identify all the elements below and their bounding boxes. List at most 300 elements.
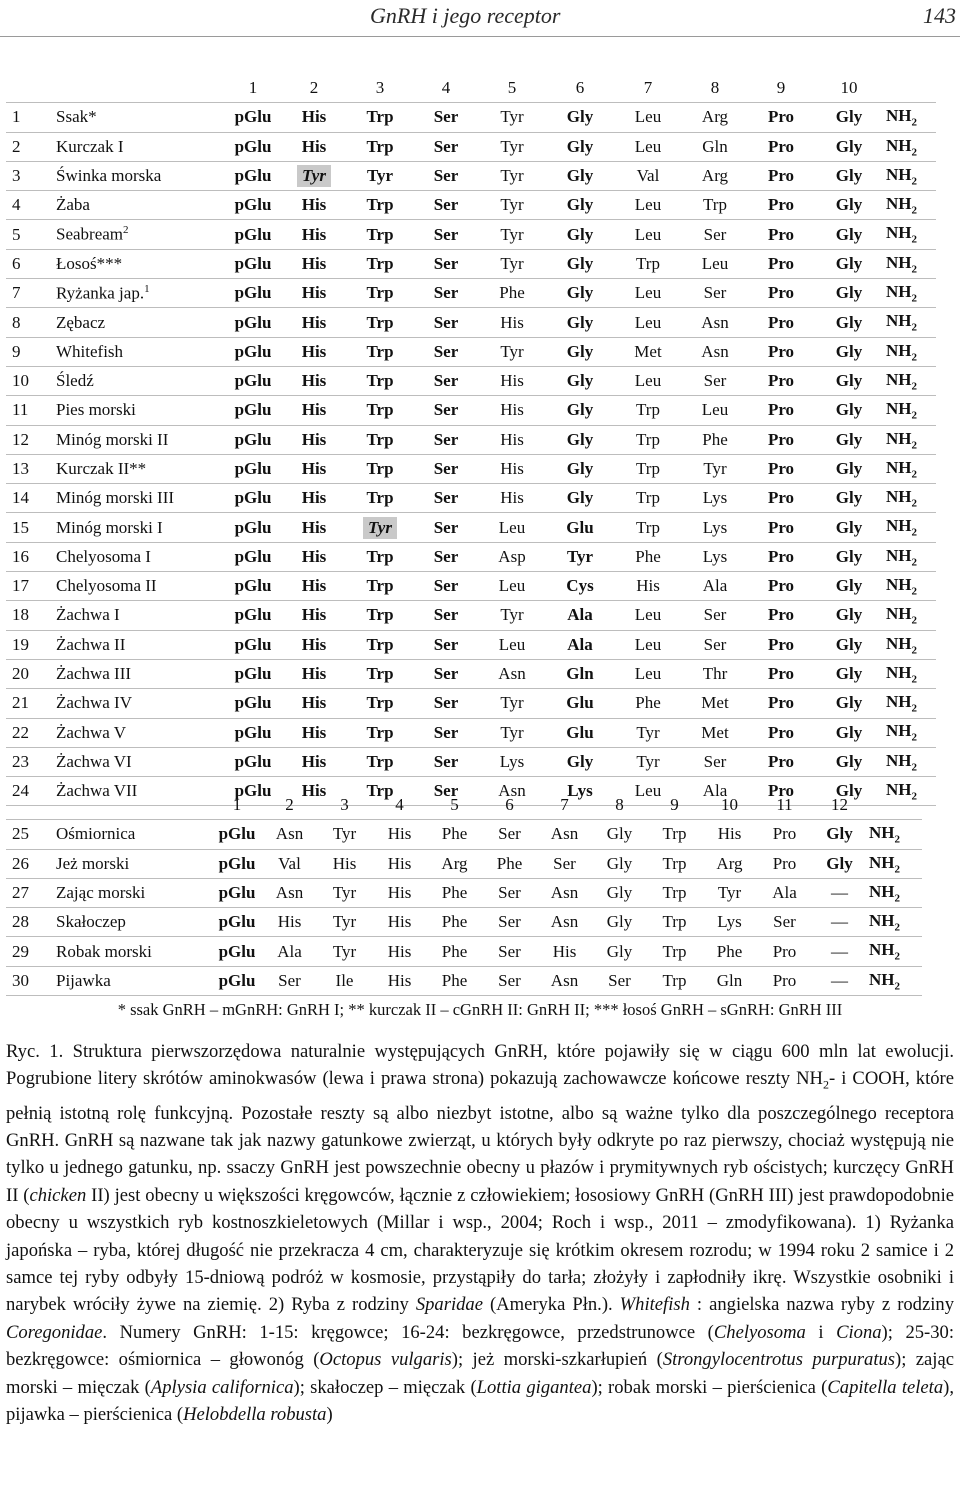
residue-cell [614,454,682,483]
residue-cell [414,366,478,395]
residue: Tyr [332,912,357,932]
residue: Trp [366,693,394,713]
residue-cell [282,513,346,542]
residue-cell [682,659,748,688]
residue: Ser [498,883,521,903]
residue-cell [647,908,702,937]
residue-cell [478,249,546,278]
species-name-text: Ryżanka jap. [56,283,145,303]
residue-cell [282,630,346,659]
residue-cell [812,966,867,995]
residue-cell [346,396,414,425]
residue-cell [414,279,478,308]
table-row [6,103,936,132]
amide-text: NH [886,399,912,419]
residue: Ser [703,605,727,625]
page-header [0,0,960,37]
residue: Ser [433,341,459,361]
residue: Gly [566,107,594,127]
residue-cell [682,484,748,513]
row-number: 16 [6,542,52,571]
residue-cell [224,366,282,395]
residue-cell [346,366,414,395]
residue: Tyr [500,107,524,127]
species-name-text: Żachwa VII [56,781,138,801]
residue-cell [414,542,478,571]
residue-cell [614,718,682,747]
residue-cell [282,279,346,308]
residue-cell [814,659,884,688]
residue-cell [282,659,346,688]
residue: Trp [636,429,660,449]
residue-cell [346,220,414,249]
residue: Ser [498,824,521,844]
residue: His [277,912,302,932]
residue: Gly [826,853,853,873]
residue-cell [427,966,482,995]
species-name [52,279,224,308]
residue: His [301,371,327,391]
residue-cell [224,718,282,747]
gnrh-table-vertebrates [6,74,936,806]
table-row [6,937,922,966]
column-number: 9 [670,795,679,815]
species-name [52,220,224,249]
residue-cell [614,220,682,249]
residue-cell [614,747,682,776]
residue: His [301,634,327,654]
residue: Gly [566,400,594,420]
residue: Trp [366,136,394,156]
amide-text: NH [886,164,912,184]
species-name [52,542,224,571]
residue: Phe [499,283,525,303]
c-terminal-amide [884,132,936,161]
residue: Gly [566,195,594,215]
residue-cell [682,103,748,132]
amide-text: NH [886,340,912,360]
residue-cell [537,908,592,937]
species-name-text: Jeż morski [56,853,130,873]
residue: Ala [567,634,593,654]
residue: Trp [366,341,394,361]
amide-text: NH [869,911,895,931]
residue-cell [748,366,814,395]
residue-cell [282,689,346,718]
residue: Gly [606,853,633,873]
residue: Gly [566,371,594,391]
residue: Gln [566,664,594,684]
residue-cell [757,820,812,849]
residue: pGlu [218,824,256,844]
residue: Tyr [500,195,524,215]
amide-text: NH [886,750,912,770]
residue: Ser [433,781,459,801]
residue-cell [478,454,546,483]
amide-subscript: 2 [911,351,917,364]
table-row [6,820,922,849]
residue-cell [614,279,682,308]
residue-cell [414,659,478,688]
residue-cell [414,689,478,718]
residue-cell [748,630,814,659]
residue: Ser [703,751,727,771]
residue: Trp [366,107,394,127]
residue-cell [748,249,814,278]
residue: Gly [566,283,594,303]
c-terminal-amide [884,425,936,454]
amide-text: NH [886,545,912,565]
residue-cell [748,220,814,249]
row-number: 18 [6,601,52,630]
residue: Phe [441,883,468,903]
table-row [6,718,936,747]
amide-text: NH [886,223,912,243]
residue: Gly [566,341,594,361]
residue-cell [346,572,414,601]
species-name-text: Żachwa I [56,605,120,625]
residue: Ser [433,751,459,771]
row-number: 23 [6,747,52,776]
residue: Gly [835,693,863,713]
residue-cell [682,191,748,220]
amide-subscript: 2 [911,790,917,803]
residue-cell [682,542,748,571]
table-row [6,161,936,190]
residue: pGlu [234,751,272,771]
amide-subscript: 2 [911,643,917,656]
c-terminal-amide [884,103,936,132]
residue-cell [757,908,812,937]
residue-cell [262,937,317,966]
residue-cell [682,366,748,395]
residue-cell [546,191,614,220]
residue-cell [482,908,537,937]
residue: Pro [767,722,795,742]
column-number: 9 [776,78,786,98]
column-number: 10 [721,795,738,815]
residue-cell [372,820,427,849]
residue-cell [478,396,546,425]
residue: Gly [835,664,863,684]
row-number: 25 [6,820,52,849]
residue: Gly [835,224,863,244]
residue-cell [346,454,414,483]
residue-cell [614,191,682,220]
residue-cell [814,601,884,630]
c-terminal-amide [867,878,922,907]
residue: Ser [553,853,576,873]
residue-cell [814,484,884,513]
residue: Leu [634,136,662,156]
residue: Tyr [500,605,524,625]
residue-cell [814,572,884,601]
residue-cell [546,337,614,366]
residue: Lys [567,781,593,801]
figure-caption: Ryc. 1. Struktura pierwszorzędowa naturalnie występujących GnRH, które pojawiły się w ciągu 600 mln lat ewolucji. Pogrubione litery skrótów aminokwasów (lewa i prawa strona) pokazują zachowawcze końcowe reszty $NH_2-$ i COOH, które pełnią istotną rolę funkcyjną. Pozostałe reszty są albo niezbyt istotne, albo są ważne tylko dla poszczególnego receptora GnRH. GnRH są nazwane tak jak nazwy gatunkowe zwierząt, u których były odkryte po raz pierwszy, chociaż występują nie tylko u jednego gatunku, np. ssaczy GnRH jest powszechnie obecny u płazów i prymitywnych ryb ościstych; kurczęcy GnRH II (chicken II) jest obecny u większości kręgowców, łącznie z człowiekiem; łososiowy GnRH (GnRH III) jest prawdopodobnie obecny u wszystkich ryb kostnoszkieletowych (Millar i wsp., 2004; Roch i wsp., 2011 – zmodyfikowana). 1) Ryżanka japońska – ryba, której długość nie przekracza 4 cm, charakteryzuje się krótkim okresem rozrodu; w 1994 roku 2 samice i 2 samce tej ryby odbyły 15-dniową podróż w kosmosie, przystąpiły do tarła; złożyły i zapłodniły ikrę. Wszystkie osobniki i narybek wróciły żywe na ziemię. 2) Ryba z rodziny Sparidae (Ameryka Płn.). Whitefish : angielska nazwa ryby z rodziny Coregonidae. Numery GnRH: 1-15: kręgowce; 16-24: bezkręgowce, przedstrunowce (Chelyosoma i Ciona); 25-30: bezkręgowce: ośmiornica – głowonóg (Octopus vulgaris); jeż morski-szkarłupień (Strongylocentrotus purpuratus); zając morski – mięczak (Aplysia californica); skałoczep – mięczak (Lottia gigantea); robak morski – pierścienica (Capitella teleta), pijawka – pierścienica (Helobdella robusta) [6,1041,954,1425]
residue-cell [546,747,614,776]
species-name-text: Pies morski [56,400,136,420]
amide-subscript: 2 [911,673,917,686]
residue: His [301,341,327,361]
species-name-text: Whitefish [56,341,124,361]
residue: Met [634,341,662,361]
c-terminal-amide [867,908,922,937]
header-spacer [6,791,52,820]
residue-cell [814,308,884,337]
species-name [52,689,224,718]
residue-cell [546,396,614,425]
residue: Arg [716,853,743,873]
amide-subscript: 2 [894,862,900,875]
residue: Trp [703,195,727,215]
residue: pGlu [234,546,272,566]
table-row [6,366,936,395]
residue: Gly [566,253,594,273]
residue-cell [814,747,884,776]
residue: Pro [767,605,795,625]
residue-cell [282,572,346,601]
residue-cell [414,454,478,483]
row-number: 30 [6,966,52,995]
residue-cell [682,513,748,542]
residue-cell [346,513,414,542]
residue-cell [282,103,346,132]
residue: Gly [835,341,863,361]
row-number: 20 [6,659,52,688]
residue-cell [814,454,884,483]
header-spacer [6,74,52,103]
residue: Leu [634,224,662,244]
residue-cell [224,191,282,220]
row-number: 15 [6,513,52,542]
residue: Gly [835,576,863,596]
amide-text: NH [886,692,912,712]
species-name-text: Świnka morska [56,166,162,186]
table-footnote: * ssak GnRH – mGnRH: GnRH I; ** kurczak II – cGnRH II: GnRH II; *** łosoś GnRH – sGnRH: GnRH III [117,1000,843,1019]
residue: Met [701,722,729,742]
row-number: 22 [6,718,52,747]
residue-cell [212,966,262,995]
table-row [6,747,936,776]
residue-cell [682,279,748,308]
residue: Gly [566,136,594,156]
residue-cell [262,849,317,878]
residue-cell [537,966,592,995]
residue: Ser [433,166,459,186]
amide-text: NH [886,252,912,272]
residue: Leu [634,371,662,391]
residue: Pro [767,517,795,537]
residue-cell [614,337,682,366]
species-name [52,572,224,601]
residue: Ser [433,195,459,215]
residue: Trp [662,824,687,844]
residue: His [500,312,524,332]
residue: Ser [433,312,459,332]
residue-cell [748,308,814,337]
amide-text: NH [886,604,912,624]
residue: pGlu [234,576,272,596]
residue: His [301,722,327,742]
residue-cell [814,191,884,220]
species-name-text: Zając morski [56,883,146,903]
residue-cell [414,747,478,776]
residue: Tyr [717,883,742,903]
residue: Trp [636,253,660,273]
residue: His [301,664,327,684]
residue-cell [812,908,867,937]
residue: Trp [366,781,394,801]
footnote-ref: 1 [144,282,150,295]
residue: Gly [835,751,863,771]
residue: pGlu [234,634,272,654]
column-number: 1 [248,78,258,98]
residue: Gly [835,195,863,215]
column-number: 3 [375,78,385,98]
residue-cell [478,659,546,688]
amide-text: NH [886,721,912,741]
species-name-text: Kurczak I [56,136,124,156]
residue-cell [346,103,414,132]
residue: pGlu [234,283,272,303]
residue: Leu [701,400,729,420]
residue: His [387,941,412,961]
residue: Leu [498,517,526,537]
residue-cell [812,820,867,849]
column-number: 7 [643,78,653,98]
residue-cell [212,937,262,966]
residue-cell [482,878,537,907]
residue: Trp [366,459,394,478]
residue-cell [346,542,414,571]
residue: pGlu [234,253,272,273]
residue-cell [814,366,884,395]
residue: His [332,853,357,873]
residue-cell [546,366,614,395]
residue: His [387,912,412,932]
residue-cell [478,308,546,337]
residue-cell [682,396,748,425]
residue: Gly [835,136,863,156]
residue: Ser [703,634,727,654]
residue-cell [282,220,346,249]
row-number: 19 [6,630,52,659]
residue-cell [814,249,884,278]
residue-cell [647,966,702,995]
residue-cell [224,454,282,483]
residue: His [500,459,524,478]
residue-cell [546,308,614,337]
amide-text: NH [886,516,912,536]
species-name-text: Żachwa IV [56,693,132,713]
c-terminal-amide [884,689,936,718]
residue: Cys [566,576,594,596]
residue: pGlu [234,488,272,508]
residue: Gly [835,166,863,186]
column-number: 4 [395,795,404,815]
species-name-text: Skałoczep [56,912,126,932]
residue: Gly [566,166,594,186]
residue: His [387,824,412,844]
residue: His [301,429,327,449]
table-row [6,249,936,278]
c-terminal-amide [884,747,936,776]
residue-cell [282,366,346,395]
residue: Tyr [500,253,524,273]
residue-cell [537,849,592,878]
species-name [52,337,224,366]
residue-cell [282,308,346,337]
amide-subscript: 2 [911,380,917,393]
residue: pGlu [234,107,272,127]
column-number: 5 [507,78,517,98]
residue: Trp [366,751,394,771]
residue: Pro [772,941,797,961]
residue-cell [814,396,884,425]
species-name [52,513,224,542]
amide-subscript: 2 [911,761,917,774]
residue: Trp [366,224,394,244]
residue: Ser [433,400,459,420]
residue-cell [748,454,814,483]
species-name-text: Chelyosoma II [56,576,157,596]
residue: Ser [433,283,459,303]
residue-cell [757,878,812,907]
residue-cell [478,132,546,161]
residue-cell [614,132,682,161]
residue-cell [478,747,546,776]
residue: Ser [433,136,459,156]
residue: Leu [634,312,662,332]
residue: pGlu [234,517,272,537]
column-number: 2 [309,78,319,98]
residue: Phe [635,546,661,566]
amide-text: NH [886,282,912,302]
residue-cell [212,849,262,878]
residue: Gly [566,751,594,771]
residue: Trp [366,634,394,654]
residue: Leu [634,107,662,127]
amide-subscript: 2 [911,175,917,188]
residue: Asn [701,312,729,332]
residue-cell [414,572,478,601]
residue-cell [478,103,546,132]
residue-cell [702,820,757,849]
residue: Ala [567,605,593,625]
residue: His [301,459,327,478]
residue: Ala [772,883,797,903]
amide-subscript: 2 [894,892,900,905]
residue-cell [478,601,546,630]
residue-cell [682,337,748,366]
residue: Gly [835,400,863,420]
species-name [52,103,224,132]
residue: Pro [767,166,795,186]
table-row [6,425,936,454]
residue: His [500,429,524,449]
column-number: 5 [450,795,459,815]
residue: Tyr [500,166,524,186]
residue: Trp [662,970,687,990]
residue: Tyr [332,883,357,903]
column-number: 7 [560,795,569,815]
species-name-text: Kurczak II** [56,459,147,478]
species-name-text: Seabream [56,224,124,244]
residue: Trp [366,283,394,303]
residue: Tyr [636,751,660,771]
residue: Trp [366,605,394,625]
